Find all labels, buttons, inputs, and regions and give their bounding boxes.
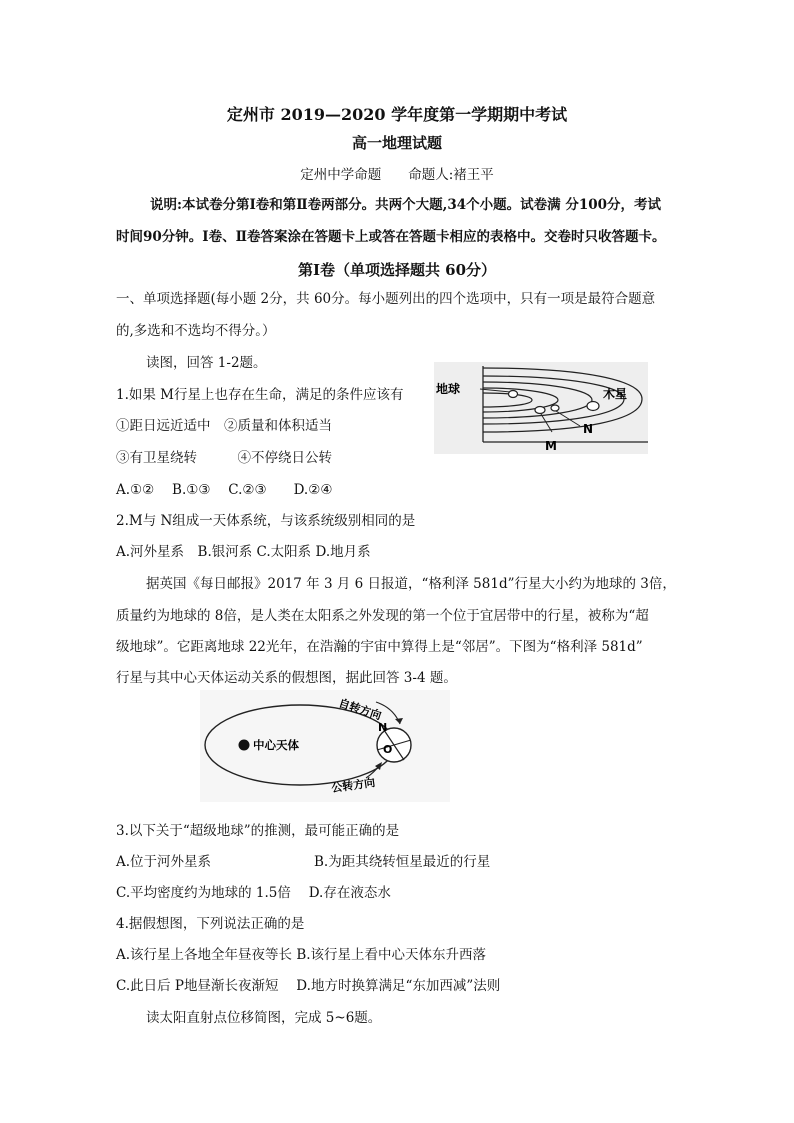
m-label: M: [545, 439, 557, 453]
q3-options-cd: C.平均密度约为地球的 1.5倍 D.存在液态水: [116, 885, 391, 901]
passage-line-2: 质量约为地球的 8倍，是人类在太阳系之外发现的第一个位于宜居带中的行星，被称为“超: [116, 608, 649, 624]
question-3: 3.以下关于“超级地球”的推测，最可能正确的是: [116, 823, 400, 839]
exam-subtitle: 高一地理试题: [351, 134, 442, 152]
question-4: 4.据假想图，下列说法正确的是: [116, 916, 305, 932]
central-body: [239, 740, 250, 751]
author-line: 定州中学命题 命题人:褚王平: [300, 167, 494, 183]
revolution-label: 公转方向: [330, 775, 376, 795]
section-instruction-1: 一、单项选择题(每小题 2分，共 60分。每小题列出的四个选项中，只有一项是最符合题意: [116, 291, 656, 307]
passage-line-1: 据英国《每日邮报》2017 年 3 月 6 日报道，“格利泽 581d”行星大小约为地球的 3倍，: [146, 576, 676, 592]
n-pole-label: N: [378, 721, 388, 734]
q3-option-a: A.位于河外星系: [116, 854, 212, 870]
q12-intro: 读图，回答 1-2题。: [146, 355, 267, 371]
jupiter-label: 木星: [603, 387, 628, 401]
passage-line-4: 行星与其中心天体运动关系的假想图，据此回答 3-4 题。: [116, 670, 457, 686]
q2-choices: A.河外星系 B.银河系 C.太阳系 D.地月系: [116, 544, 371, 560]
jupiter-planet: [587, 402, 599, 411]
section-instruction-2: 的,多选和不选均不得分。）: [116, 323, 276, 339]
note-line-2: 时间90分钟。Ⅰ卷、Ⅱ卷答案涂在答题卡上或答在答题卡相应的表格中。交卷时只收答题卡。: [116, 229, 666, 245]
section-title: 第Ⅰ卷（单项选择题共 60分）: [297, 261, 497, 279]
rotation-label: 自转方向: [337, 696, 383, 723]
q4-options-ab: A.该行星上各地全年昼夜等长 B.该行星上看中心天体东升西落: [116, 947, 487, 963]
q4-options-cd: C.此日后 P地昼渐长夜渐短 D.地方时换算满足“东加西减”法则: [116, 978, 501, 994]
orbit-figure: [434, 362, 648, 454]
question-2: 2.M与 N组成一天体系统，与该系统级别相同的是: [116, 513, 416, 529]
central-body-label: 中心天体: [253, 738, 299, 752]
question-1: 1.如果 M行星上也存在生命，满足的条件应该有: [116, 387, 404, 403]
earth-label: 地球: [436, 382, 461, 396]
note-line-1: 说明:本试卷分第Ⅰ卷和第Ⅱ卷两部分。共两个大题,34个小题。试卷满 分100分，考试: [150, 197, 662, 213]
q1-options-b: ③有卫星绕转 ④不停绕日公转: [116, 450, 332, 466]
q1-options-a: ①距日远近适中 ②质量和体积适当: [116, 418, 332, 434]
gliese-orbit-figure: [200, 690, 450, 802]
q3-option-b: B.为距其绕转恒星最近的行星: [314, 854, 491, 870]
exam-title: 定州市 2019—2020 学年度第一学期期中考试: [226, 105, 568, 124]
passage-line-3: 级地球”。它距离地球 22光年，在浩瀚的宇宙中算得上是“邻居”。下图为“格利泽 581d”: [116, 639, 643, 655]
planet-n: [551, 405, 559, 411]
o-label: O: [383, 743, 393, 756]
q1-choices: A.①② B.①③ C.②③ D.②④: [116, 482, 333, 498]
q56-intro: 读太阳直射点位移简图，完成 5~6题。: [146, 1010, 382, 1026]
n-label: N: [583, 422, 594, 436]
planet-m: [535, 407, 545, 414]
